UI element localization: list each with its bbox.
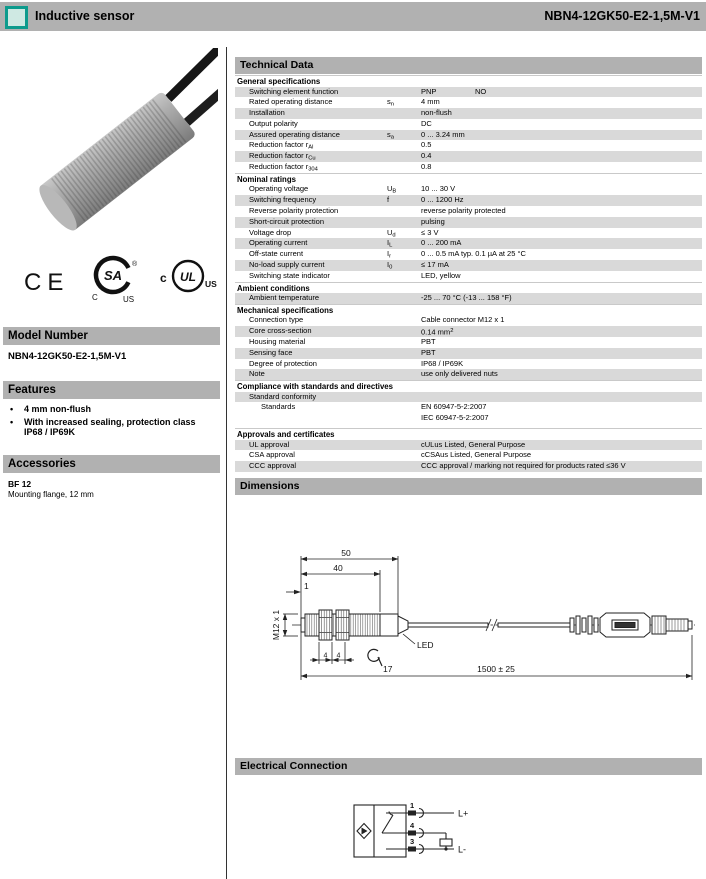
- spec-label: Installation: [249, 108, 285, 118]
- spec-value: CCC approval / marking not required for products rated ≤36 V: [421, 461, 626, 471]
- hex-nut-2: [336, 610, 349, 640]
- spec-label: Rated operating distance: [249, 97, 333, 107]
- connector-thread: [666, 619, 692, 631]
- spec-value: 0 ... 3.24 mm: [421, 129, 465, 139]
- spec-label: Switching element function: [249, 86, 339, 96]
- electrical-connection-header: Electrical Connection: [235, 758, 702, 775]
- spec-value: pulsing: [421, 216, 445, 226]
- spec-label: Operating current: [249, 238, 308, 248]
- coupling-nut: [652, 616, 666, 634]
- feature-item: • 4 mm non-flush: [10, 404, 91, 414]
- spec-row: [235, 140, 702, 151]
- spec-value: PNP: [421, 86, 437, 96]
- spec-label: Ambient temperature: [249, 293, 320, 303]
- spec-section-header: Ambient conditions: [235, 282, 702, 294]
- led-label: LED: [417, 640, 434, 650]
- spec-label: Reverse polarity protection: [249, 205, 339, 215]
- spec-row: [235, 440, 702, 451]
- pin4-label: 4: [410, 821, 415, 830]
- spec-value: 0 ... 200 mA: [421, 238, 462, 248]
- dimensions-header: Dimensions: [235, 478, 702, 495]
- spec-row: [235, 337, 702, 348]
- approval-logos: [10, 248, 220, 308]
- spec-row: [235, 217, 702, 228]
- accessory-name: BF 12: [8, 479, 32, 489]
- spec-label: Housing material: [249, 336, 306, 346]
- spec-row: [235, 359, 702, 370]
- header-model-number: NBN4-12GK50-E2-1,5M-V1: [544, 9, 700, 23]
- cable-run-right: [498, 623, 570, 627]
- spec-row: [235, 369, 702, 380]
- spec-value: EN 60947-5-2:2007 IEC 60947-5-2:2007: [421, 402, 489, 423]
- spec-label: Standards: [261, 402, 296, 412]
- spec-value: 0 ... 0.5 mA typ. 0.1 µA at 25 °C: [421, 249, 526, 259]
- spec-row: [235, 228, 702, 239]
- spec-row: [235, 119, 702, 130]
- spec-label: Short-circuit protection: [249, 216, 325, 226]
- spec-row: [235, 392, 702, 403]
- spec-label: Assured operating distance: [249, 129, 340, 139]
- spec-label: No-load supply current: [249, 259, 325, 269]
- wrench-size-icon: [368, 649, 382, 666]
- features-list: [8, 404, 208, 440]
- spec-label: Degree of protection: [249, 358, 317, 368]
- spec-symbol: f: [387, 195, 390, 205]
- spec-row: [235, 293, 702, 304]
- spec-value: 0.8: [421, 162, 432, 172]
- spec-symbol: $I_L$: [387, 238, 393, 249]
- ul-logo: [160, 261, 217, 291]
- dim-4b-label: 4: [336, 652, 341, 660]
- spec-value-secondary: NO: [475, 86, 487, 96]
- dim-40-label: 40: [333, 563, 343, 573]
- spec-label: UL approval: [249, 439, 290, 449]
- feature-item-line2: IP68 / IP69K: [24, 427, 76, 437]
- spec-value: use only delivered nuts: [421, 369, 498, 379]
- lplus-label: L+: [458, 808, 469, 819]
- product-photo: [14, 48, 218, 238]
- spec-symbol: $s_a$: [387, 129, 394, 141]
- spec-value-line2: IEC 60947-5-2:2007: [421, 413, 489, 423]
- spec-label: Note: [249, 369, 265, 379]
- spec-row: [235, 271, 702, 282]
- spec-row: [235, 206, 702, 217]
- features-section-header: Features: [3, 381, 220, 399]
- spec-row: [235, 238, 702, 249]
- accessories-section-header: Accessories: [3, 455, 220, 473]
- spec-value: IP68 / IP69K: [421, 358, 464, 368]
- spec-value: cULus Listed, General Purpose: [421, 439, 526, 449]
- spec-row: [235, 97, 702, 108]
- bullet-icon: •: [10, 416, 14, 427]
- product-photo-drawing: [14, 48, 218, 238]
- spec-row: [235, 348, 702, 359]
- spec-row: [235, 326, 702, 337]
- spec-label: CCC approval: [249, 461, 297, 471]
- spec-row: [235, 162, 702, 173]
- product-type-title: Inductive sensor: [35, 9, 135, 23]
- spec-row: [235, 130, 702, 141]
- spec-value: 4 mm: [421, 97, 440, 107]
- column-divider: [226, 47, 227, 879]
- spec-value: non-flush: [421, 108, 452, 118]
- spec-row: [235, 184, 702, 195]
- spec-label: Voltage drop: [249, 227, 292, 237]
- spec-label: Off-state current: [249, 249, 304, 259]
- strain-relief: [570, 616, 598, 634]
- spec-value: cCSAus Listed, General Purpose: [421, 450, 532, 460]
- thread-size-label: M12 x 1: [271, 609, 281, 641]
- cable-1: [161, 48, 218, 99]
- spec-symbol: $U_d$: [387, 227, 396, 239]
- spec-symbol: $I_0$: [387, 259, 393, 271]
- spec-row: [235, 260, 702, 271]
- spec-value: reverse polarity protected: [421, 205, 506, 215]
- spec-value: Cable connector M12 x 1: [421, 315, 505, 325]
- spec-table: [235, 75, 702, 472]
- spec-label: Sensing face: [249, 347, 293, 357]
- spec-section-header: General specifications: [235, 75, 702, 87]
- dim-4a-label: 4: [323, 652, 328, 660]
- spec-label: Output polarity: [249, 118, 298, 128]
- ce-logo: CE: [24, 269, 70, 296]
- spec-label: Switching state indicator: [249, 270, 330, 280]
- spec-label: Reduction factor $r_{Al}$: [249, 140, 314, 151]
- spec-row: [235, 461, 702, 472]
- spec-value: 0.14 $mm^2$: [421, 327, 454, 337]
- wrench-17-label: 17: [383, 664, 393, 674]
- svg-text:US: US: [205, 279, 217, 289]
- spec-label: Switching frequency: [249, 195, 317, 205]
- spec-row: [235, 108, 702, 119]
- spec-label: Reduction factor $r_{304}$: [249, 162, 318, 173]
- csa-logo: [90, 252, 138, 304]
- feature-item: • With increased sealing, protection class IP68 / IP69K: [8, 417, 208, 438]
- spec-value: 0.5: [421, 140, 432, 150]
- led-leader-line: [403, 634, 415, 644]
- cable-length-label: 1500 ± 25: [477, 664, 515, 674]
- spec-symbol: $U_B$: [387, 184, 397, 195]
- spec-label: Reduction factor $r_{Cu}$: [249, 151, 316, 162]
- spec-label: Connection type: [249, 315, 304, 325]
- svg-text:SA: SA: [103, 268, 123, 283]
- svg-text:UL: UL: [180, 270, 196, 284]
- spec-row: [235, 87, 702, 98]
- hex-nut-1: [319, 610, 332, 640]
- spec-section-header: Mechanical specifications: [235, 304, 702, 316]
- model-number-value: NBN4-12GK50-E2-1,5M-V1: [8, 351, 127, 362]
- cable-gland: [398, 616, 408, 634]
- spec-value: PBT: [421, 347, 436, 357]
- svg-text:®: ®: [132, 261, 138, 268]
- sensing-face-tip: [301, 618, 305, 632]
- accessory-description: Mounting flange, 12 mm: [8, 490, 94, 499]
- dim-1-label: 1: [304, 581, 309, 591]
- spec-section-header: Approvals and certificates: [235, 428, 702, 440]
- spec-row: [235, 450, 702, 461]
- spec-value: PBT: [421, 336, 436, 346]
- svg-text:US: US: [123, 295, 135, 304]
- spec-label: CSA approval: [249, 450, 295, 460]
- spec-row: [235, 151, 702, 162]
- bullet-icon: •: [10, 404, 14, 414]
- spec-value: ≤ 3 V: [421, 227, 439, 237]
- spec-row: [235, 402, 702, 424]
- spec-label: Operating voltage: [249, 184, 309, 194]
- spec-row: [235, 195, 702, 206]
- spec-value: DC: [421, 118, 432, 128]
- dimensions-drawing: [240, 540, 700, 690]
- spec-symbol: $s_n$: [387, 97, 394, 108]
- spec-value: ≤ 17 mA: [421, 259, 449, 269]
- cable-run-left: [408, 623, 488, 627]
- spec-value: 0 ... 1200 Hz: [421, 195, 464, 205]
- page-header: [0, 2, 706, 31]
- spec-label: Core cross-section: [249, 326, 312, 336]
- dim-50-label: 50: [341, 548, 351, 558]
- spec-section-header: Compliance with standards and directives: [235, 380, 702, 392]
- model-number-section-header: Model Number: [3, 327, 220, 345]
- svg-text:c: c: [160, 271, 167, 285]
- spec-value: 0.4: [421, 151, 432, 161]
- spec-section-header: Nominal ratings: [235, 173, 702, 185]
- spec-symbol: $I_r$: [387, 249, 392, 260]
- spec-value: -25 ... 70 °C (-13 ... 158 °F): [421, 293, 512, 303]
- lminus-label: L-: [458, 844, 467, 855]
- spec-row: [235, 315, 702, 326]
- pin3-label: 3: [410, 837, 415, 846]
- rear-housing: [380, 614, 398, 636]
- spec-value: 10 ... 30 V: [421, 184, 456, 194]
- technical-data-header: Technical Data: [235, 57, 702, 74]
- load-symbol: [440, 839, 452, 846]
- spec-row: [235, 249, 702, 260]
- electrical-diagram: [340, 795, 540, 875]
- brand-logo-icon: [5, 6, 28, 29]
- spec-value: LED, yellow: [421, 270, 461, 280]
- pin1-label: 1: [410, 801, 415, 810]
- spec-label: Standard conformity: [249, 391, 317, 401]
- svg-text:C: C: [92, 293, 98, 302]
